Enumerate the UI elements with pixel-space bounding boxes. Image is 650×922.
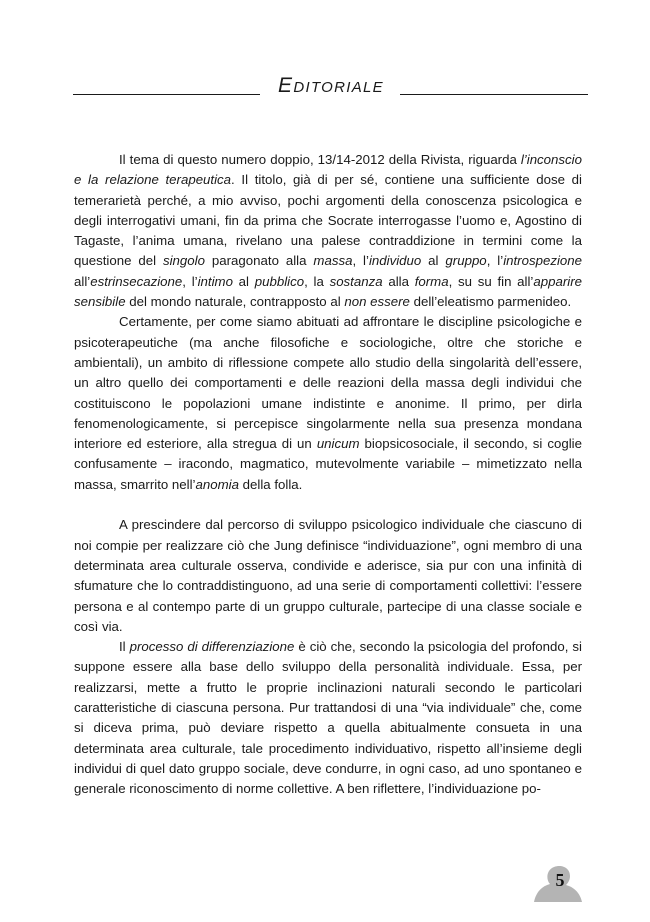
page-number-badge xyxy=(532,858,582,902)
italic-phrase: unicum xyxy=(316,436,360,452)
italic-phrase: l’inconscio e la relazione terapeutica xyxy=(74,152,582,188)
text-run: è ciò che, secondo la psicologia del profondo, si suppone essere alla base dello sviluppo della personalità individuale. Essa, per realizzarsi, mette a frutto le proprie inclinazioni naturali secondo le particolari caratteristiche di ciascuna persona. Pur trattandosi di una “via individuale” che, come si diceva prima, può deviare rispetto a quella abitualmente consueta in una determinata area culturale, tale procedimento individuativo, rispetto all’insieme degli individui di quel dato gruppo sociale, deve condurre, in ogni caso, ad uno spontaneo e generale riconoscimento di norme collettive. A ben riflettere, l’individuazione po- xyxy=(74,639,582,797)
italic-phrase: introspezione xyxy=(503,253,583,269)
text-run: del mondo naturale, contrapposto al xyxy=(125,294,345,310)
text-run: all’ xyxy=(74,273,91,289)
italic-phrase: pubblico xyxy=(254,273,305,289)
italic-phrase: massa xyxy=(313,253,353,269)
article-body xyxy=(74,150,582,800)
paragraph-2 xyxy=(74,312,582,495)
italic-phrase: forma xyxy=(414,273,449,289)
header-rule-left xyxy=(73,94,260,95)
italic-phrase: singolo xyxy=(162,253,205,269)
text-run: , su su fin all’ xyxy=(448,273,534,289)
text-run: , la xyxy=(304,273,330,289)
paragraph-3 xyxy=(74,515,582,637)
text-run: Il xyxy=(119,639,130,655)
italic-phrase: processo di differenziazione xyxy=(129,639,295,655)
text-run: paragonato alla xyxy=(204,253,314,269)
section-title: Editoriale xyxy=(278,74,384,97)
paragraph-1 xyxy=(74,150,582,312)
paragraph-4 xyxy=(74,637,582,799)
section-header xyxy=(73,74,588,102)
text-run: al xyxy=(232,273,255,289)
italic-phrase: non essere xyxy=(344,294,410,310)
text-run: , l’ xyxy=(352,253,369,269)
italic-phrase: apparire sensibile xyxy=(74,273,582,310)
italic-phrase: gruppo xyxy=(445,253,487,269)
text-run: della folla. xyxy=(238,476,303,492)
italic-phrase: estrinsecazione xyxy=(90,273,183,289)
italic-phrase: individuo xyxy=(368,253,422,269)
text-run: , l’ xyxy=(486,253,504,269)
text-run: Certamente, per come siamo abituati ad affrontare le discipline psicologiche e psicoterapeutiche (ma anche filosofiche e sociologiche, oltre che storiche e ambientali), un ambito di riflessione compete allo studio della singolarità dell’essere, un altro quello dei comportamenti e delle reazioni della massa degli individui che costituiscono le popolazioni umane indistinte e anonime. Il primo, per dirla fenomenologicamente, si percepisce singolarmente nella sua presenza mondana interiore ed esteriore, alla stregua di un xyxy=(74,314,582,452)
text-run: alla xyxy=(382,273,415,289)
header-rule-right xyxy=(400,94,588,95)
text-run: al xyxy=(421,253,446,269)
page-number: 5 xyxy=(555,870,565,890)
text-run: dell’eleatismo parmenideo. xyxy=(409,294,572,310)
text-run: . Il titolo, già di per sé, contiene una sufficiente dose di temerarietà perché, a mio avviso, pochi argomenti della conoscenza psicologica e degli interrogativi umani, fin da prima che Socrate interrogasse l’uomo e, Agostino di Tagaste, l’anima umana, rivelano una palese contraddizione in termini come la questione del xyxy=(74,172,582,269)
text-run: A prescindere dal percorso di sviluppo psicologico individuale che ciascuno di noi compie per realizzare ciò che Jung definisce “individuazione”, ogni membro di una determinata area culturale osserva, condivide e aderisce, sia pur con una infinità di sfumature che lo contraddistinguono, ad una serie di comportamenti collettivi: l’essere persona e al contempo parte di un gruppo culturale, partecipe di una classe sociale e così via. xyxy=(74,517,582,634)
italic-phrase: anomia xyxy=(195,476,239,492)
italic-phrase: sostanza xyxy=(329,273,383,289)
text-run: biopsicosociale, il secondo, si coglie confusamente – iracondo, magmatico, mutevolmente variabile – mimetizzato nella massa, smarrito nell’ xyxy=(74,436,582,492)
text-run: , l’ xyxy=(182,273,198,289)
text-run: Il tema di questo numero doppio, 13/14-2012 della Rivista, riguarda xyxy=(119,152,521,167)
italic-phrase: intimo xyxy=(197,273,233,289)
